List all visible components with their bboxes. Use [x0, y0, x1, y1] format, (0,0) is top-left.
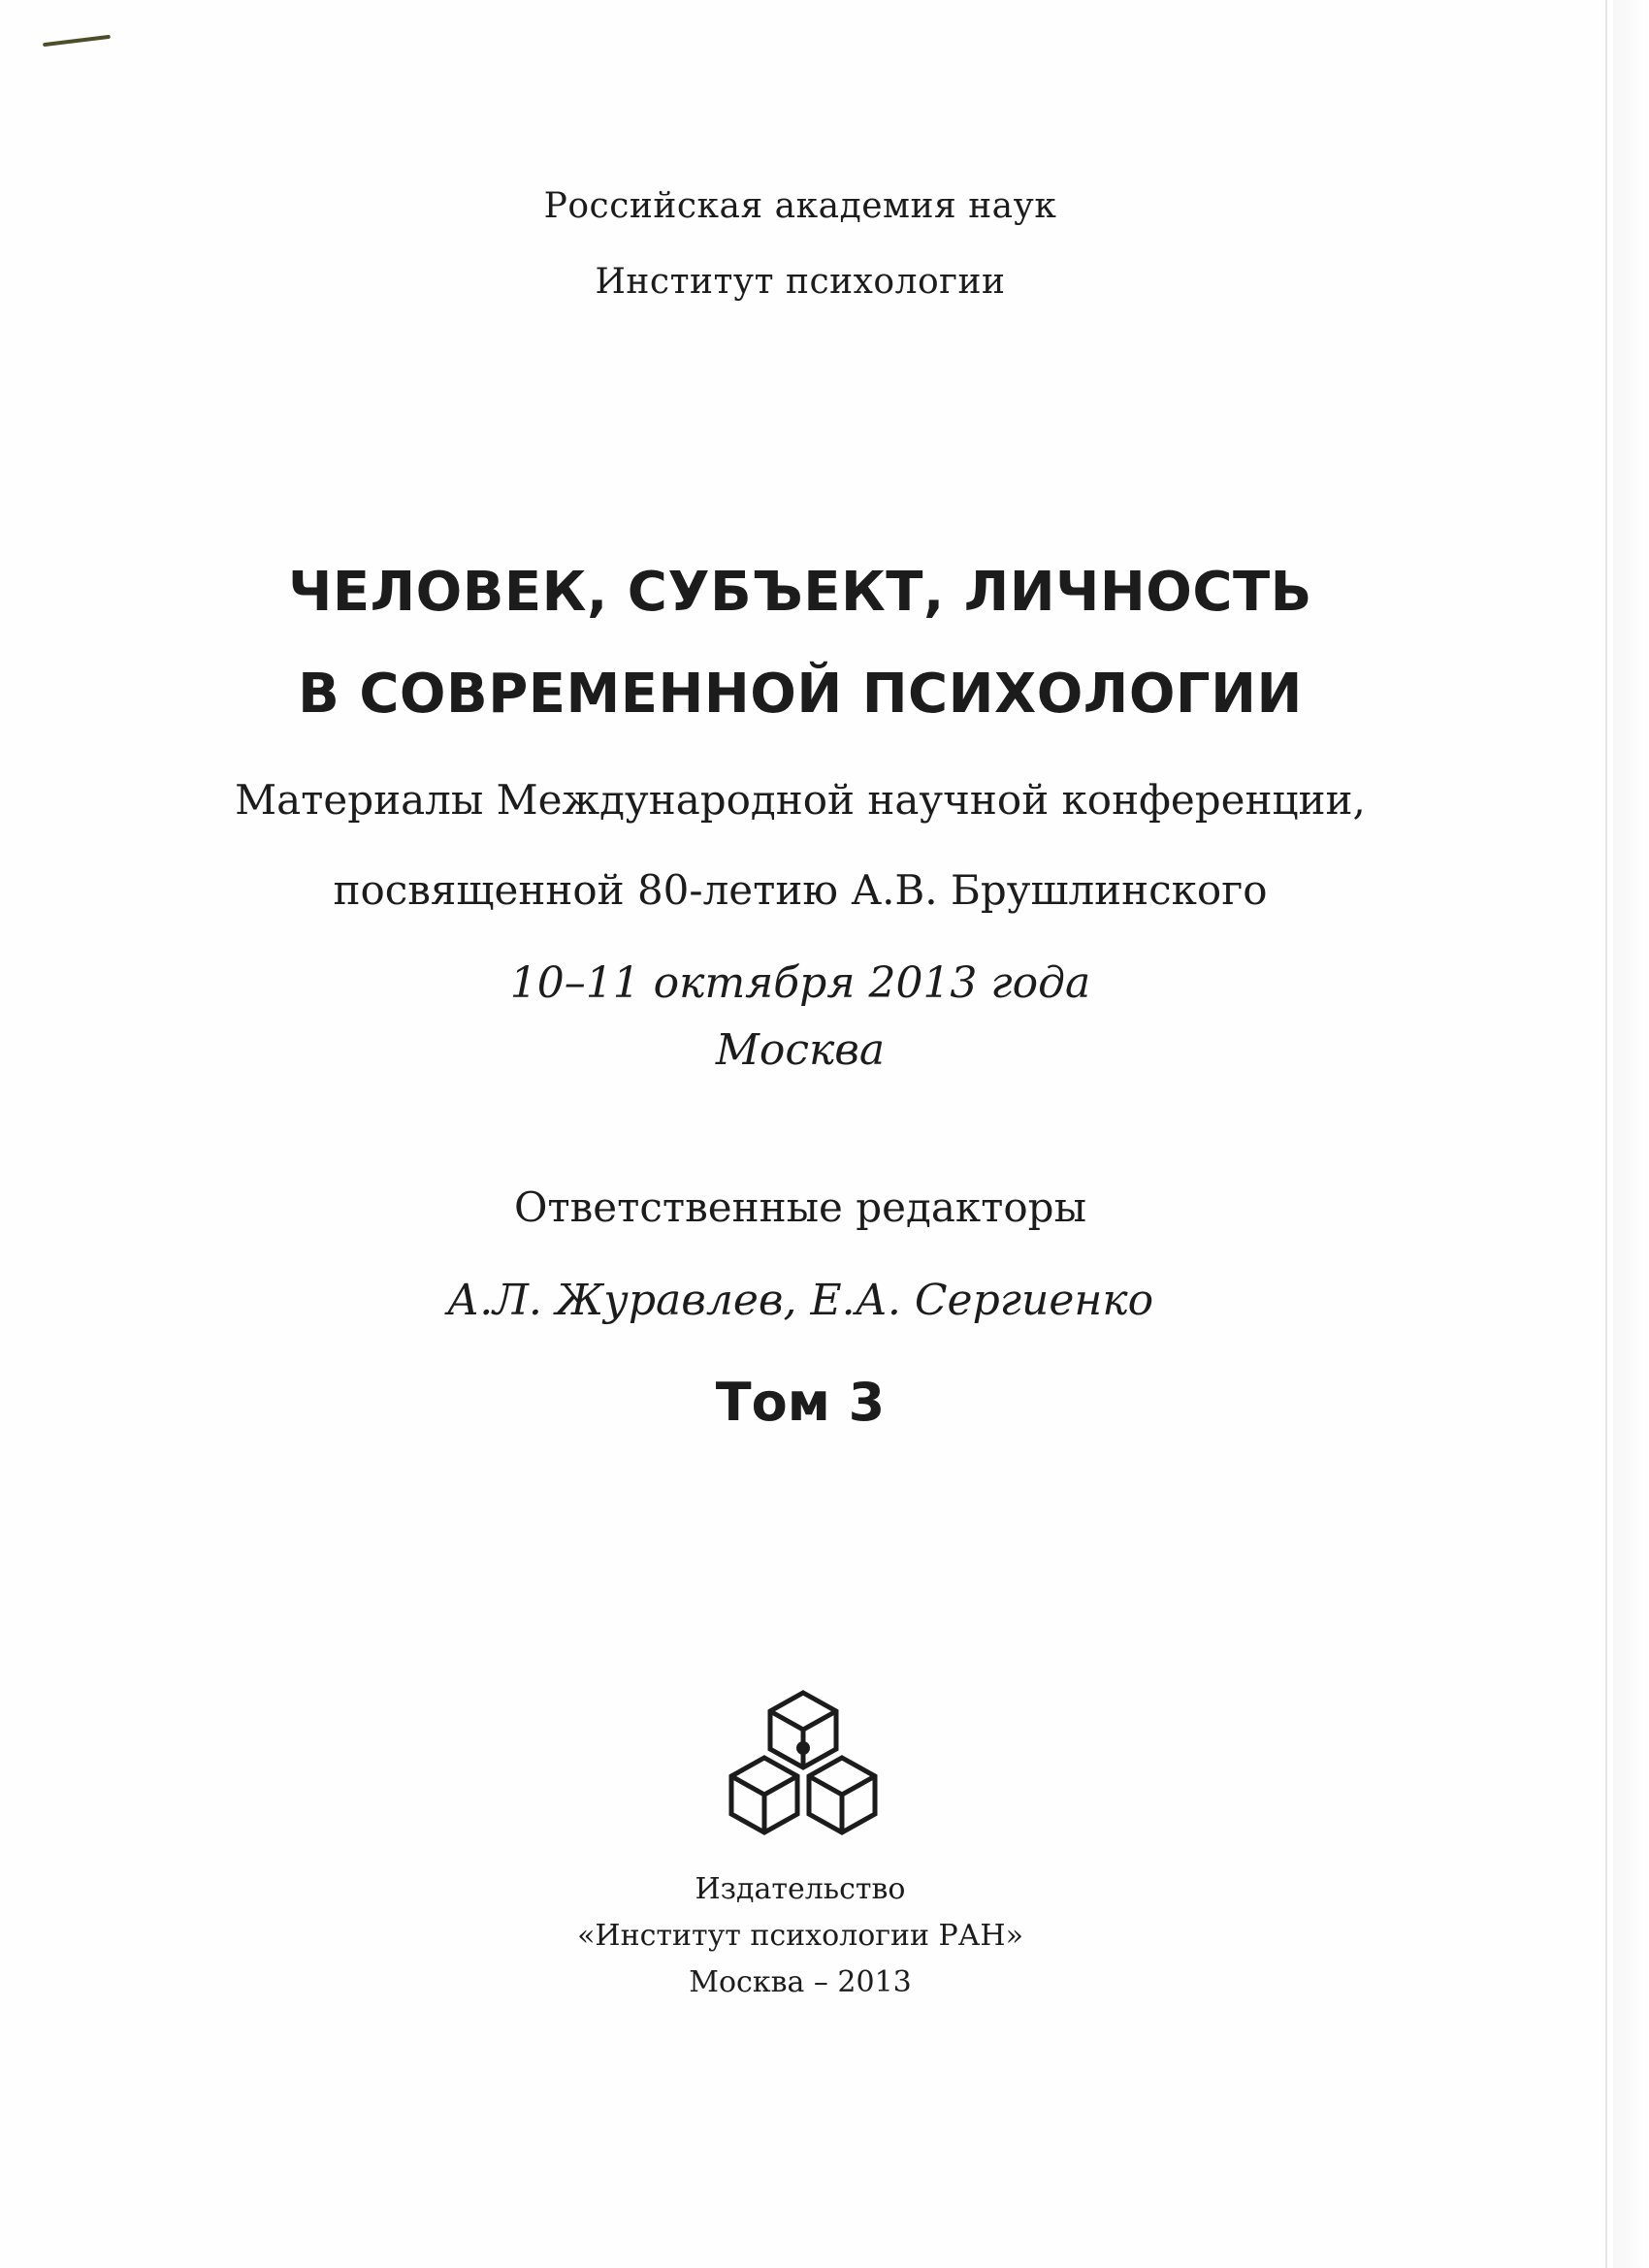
- page-edge-shadow: [1613, 0, 1649, 2268]
- title-line-1: ЧЕЛОВЕК, СУБЪЕКТ, ЛИЧНОСТЬ: [288, 561, 1312, 624]
- publisher-name: «Институт психологии РАН»: [577, 1919, 1023, 1953]
- subtitle-line-2: посвященной 80-летию А.В. Брушлинского: [333, 866, 1268, 914]
- institute-name: Институт психологии: [595, 262, 1006, 302]
- scan-mark: [43, 35, 111, 48]
- editors-label: Ответственные редакторы: [513, 1183, 1086, 1231]
- cubes-logo-icon: [726, 1688, 881, 1838]
- event-city: Москва: [715, 1025, 886, 1075]
- event-dates: 10–11 октября 2013 года: [509, 958, 1091, 1008]
- academy-name: Российская академия наук: [543, 186, 1057, 226]
- publisher-label: Издательство: [695, 1872, 906, 1906]
- editors-names: А.Л. Журавлев, Е.А. Сергиенко: [446, 1276, 1154, 1325]
- title-line-2: В СОВРЕМЕННОЙ ПСИХОЛОГИИ: [298, 663, 1303, 726]
- subtitle-line-1: Материалы Международной научной конференции,: [235, 776, 1366, 824]
- page-edge: [1605, 0, 1607, 2268]
- publisher-place-year: Москва – 2013: [689, 1965, 912, 1999]
- volume-number: Том 3: [715, 1372, 886, 1433]
